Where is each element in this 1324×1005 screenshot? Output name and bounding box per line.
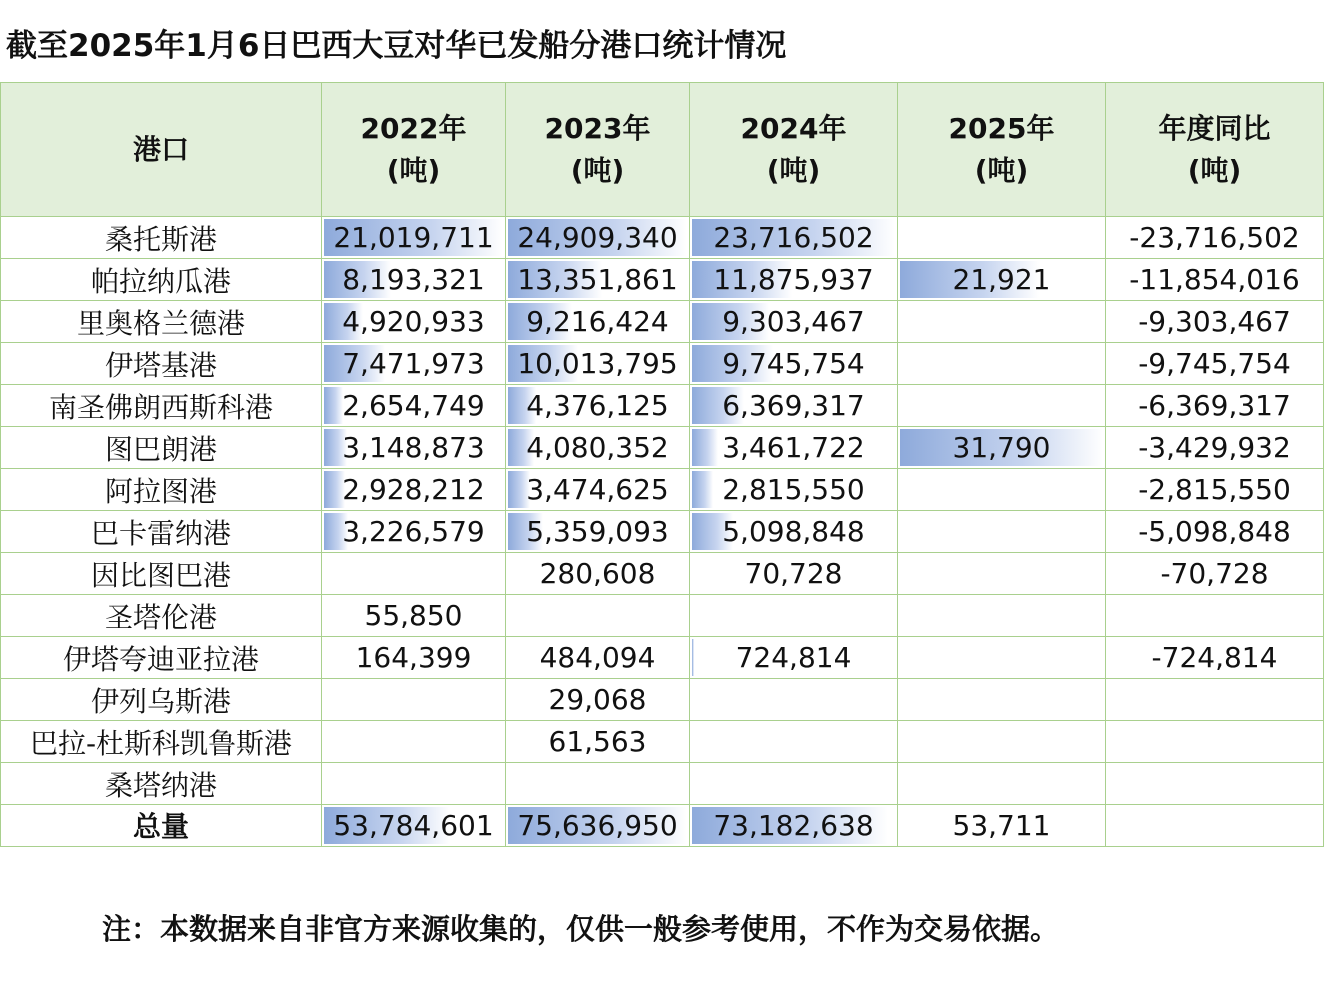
value-cell-yoy (1106, 427, 1324, 469)
value-cell-yoy (1106, 805, 1324, 847)
table-row (1, 385, 1324, 427)
value-cell-y2023 (506, 805, 690, 847)
data-bar (692, 639, 694, 676)
value-cell-y2022 (322, 763, 506, 805)
value-cell-y2025 (898, 217, 1106, 259)
port-name-cell: 南圣佛朗西斯科港 (1, 385, 322, 427)
value-cell-y2023 (506, 469, 690, 511)
value-cell-y2022 (322, 679, 506, 721)
value-cell-y2023 (506, 427, 690, 469)
cell-value: 8,193,321 (342, 263, 485, 296)
cell-value: -3,429,932 (1138, 431, 1291, 464)
port-name-cell: 桑托斯港 (1, 217, 322, 259)
cell-value: 724,814 (735, 641, 852, 674)
value-cell-y2024 (690, 259, 898, 301)
cell-value: 6,369,317 (722, 389, 865, 422)
value-cell-y2024 (690, 763, 898, 805)
cell-value: 7,471,973 (342, 347, 485, 380)
value-cell-yoy (1106, 217, 1324, 259)
table-row (1, 427, 1324, 469)
cell-value: 164,399 (355, 641, 472, 674)
value-cell-y2023 (506, 511, 690, 553)
table-row (1, 721, 1324, 763)
cell-value: 21,921 (952, 263, 1051, 296)
port-name-cell: 伊塔基港 (1, 343, 322, 385)
value-cell-yoy (1106, 469, 1324, 511)
header-port: 港口 (1, 83, 322, 217)
value-cell-y2024 (690, 721, 898, 763)
cell-value: 9,303,467 (722, 305, 865, 338)
port-name-cell: 圣塔伦港 (1, 595, 322, 637)
cell-value: 3,148,873 (342, 431, 485, 464)
table-row (1, 511, 1324, 553)
value-cell-y2023 (506, 301, 690, 343)
table-row (1, 217, 1324, 259)
cell-value: 24,909,340 (517, 221, 678, 254)
value-cell-y2022 (322, 385, 506, 427)
value-cell-y2022 (322, 721, 506, 763)
value-cell-y2025 (898, 805, 1106, 847)
value-cell-y2025 (898, 385, 1106, 427)
value-cell-y2025 (898, 637, 1106, 679)
port-name-cell: 图巴朗港 (1, 427, 322, 469)
port-name-cell: 伊塔夸迪亚拉港 (1, 637, 322, 679)
port-name-cell: 桑塔纳港 (1, 763, 322, 805)
value-cell-yoy (1106, 763, 1324, 805)
table-row (1, 301, 1324, 343)
cell-value: -70,728 (1160, 557, 1269, 590)
value-cell-y2024 (690, 343, 898, 385)
cell-value: 2,654,749 (342, 389, 485, 422)
cell-value: -11,854,016 (1129, 263, 1300, 296)
value-cell-yoy (1106, 259, 1324, 301)
value-cell-y2025 (898, 553, 1106, 595)
value-cell-y2022 (322, 343, 506, 385)
cell-value: 2,928,212 (342, 473, 485, 506)
value-cell-yoy (1106, 679, 1324, 721)
cell-value: 4,080,352 (526, 431, 669, 464)
cell-value: -2,815,550 (1138, 473, 1291, 506)
header-2024: 2024年 (吨) (690, 83, 898, 217)
total-row (1, 805, 1324, 847)
cell-value: 75,636,950 (517, 809, 678, 842)
header-row (1, 83, 1324, 217)
value-cell-y2023 (506, 259, 690, 301)
value-cell-y2022 (322, 595, 506, 637)
value-cell-y2022 (322, 217, 506, 259)
value-cell-y2024 (690, 805, 898, 847)
port-statistics-table (0, 82, 1324, 847)
cell-value: -6,369,317 (1138, 389, 1291, 422)
cell-value: 53,711 (952, 809, 1051, 842)
cell-value: 73,182,638 (713, 809, 874, 842)
value-cell-y2025 (898, 595, 1106, 637)
data-bar (692, 429, 718, 466)
value-cell-y2025 (898, 259, 1106, 301)
table-row (1, 637, 1324, 679)
cell-value: 61,563 (548, 725, 647, 758)
value-cell-yoy (1106, 553, 1324, 595)
table-row (1, 553, 1324, 595)
cell-value: 53,784,601 (333, 809, 494, 842)
cell-value: 3,226,579 (342, 515, 485, 548)
value-cell-y2023 (506, 553, 690, 595)
value-cell-y2024 (690, 553, 898, 595)
port-name-cell: 帕拉纳瓜港 (1, 259, 322, 301)
table-row (1, 679, 1324, 721)
cell-value: 21,019,711 (333, 221, 494, 254)
value-cell-y2023 (506, 637, 690, 679)
cell-value: 9,216,424 (526, 305, 669, 338)
value-cell-y2024 (690, 679, 898, 721)
cell-value: 13,351,861 (517, 263, 678, 296)
value-cell-y2024 (690, 469, 898, 511)
header-2023: 2023年 (吨) (506, 83, 690, 217)
cell-value: 29,068 (548, 683, 647, 716)
value-cell-y2023 (506, 595, 690, 637)
table-row (1, 763, 1324, 805)
value-cell-yoy (1106, 343, 1324, 385)
value-cell-yoy (1106, 595, 1324, 637)
header-yoy: 年度同比 (吨) (1106, 83, 1324, 217)
value-cell-y2023 (506, 343, 690, 385)
cell-value: -724,814 (1151, 641, 1278, 674)
cell-value: 10,013,795 (517, 347, 678, 380)
value-cell-y2023 (506, 217, 690, 259)
cell-value: 5,359,093 (526, 515, 669, 548)
value-cell-y2024 (690, 511, 898, 553)
value-cell-y2022 (322, 469, 506, 511)
value-cell-y2022 (322, 637, 506, 679)
value-cell-y2025 (898, 763, 1106, 805)
disclaimer-note: 注：本数据来自非官方来源收集的，仅供一般参考使用，不作为交易依据。 (102, 912, 1060, 946)
cell-value: 3,474,625 (526, 473, 669, 506)
cell-value: -9,303,467 (1138, 305, 1291, 338)
value-cell-yoy (1106, 637, 1324, 679)
value-cell-y2024 (690, 217, 898, 259)
value-cell-y2023 (506, 721, 690, 763)
value-cell-y2024 (690, 637, 898, 679)
value-cell-yoy (1106, 301, 1324, 343)
value-cell-yoy (1106, 511, 1324, 553)
value-cell-yoy (1106, 721, 1324, 763)
port-name-cell: 里奥格兰德港 (1, 301, 322, 343)
value-cell-y2022 (322, 259, 506, 301)
cell-value: 5,098,848 (722, 515, 865, 548)
value-cell-y2023 (506, 679, 690, 721)
total-label: 总量 (1, 805, 322, 847)
value-cell-y2022 (322, 427, 506, 469)
cell-value: 70,728 (744, 557, 843, 590)
cell-value: 2,815,550 (722, 473, 865, 506)
value-cell-y2024 (690, 595, 898, 637)
header-2025: 2025年 (吨) (898, 83, 1106, 217)
cell-value: -5,098,848 (1138, 515, 1291, 548)
value-cell-y2025 (898, 427, 1106, 469)
port-name-cell: 巴拉-杜斯科凯鲁斯港 (1, 721, 322, 763)
table-row (1, 259, 1324, 301)
value-cell-y2025 (898, 301, 1106, 343)
table-row (1, 343, 1324, 385)
cell-value: 4,920,933 (342, 305, 485, 338)
cell-value: 55,850 (364, 599, 463, 632)
table-header (1, 83, 1324, 217)
value-cell-y2025 (898, 679, 1106, 721)
port-name-cell: 伊列乌斯港 (1, 679, 322, 721)
data-bar (324, 387, 343, 424)
value-cell-y2024 (690, 385, 898, 427)
cell-value: 9,745,754 (722, 347, 865, 380)
value-cell-y2023 (506, 763, 690, 805)
value-cell-y2023 (506, 385, 690, 427)
header-2022: 2022年 (吨) (322, 83, 506, 217)
cell-value: 31,790 (952, 431, 1051, 464)
cell-value: 280,608 (539, 557, 656, 590)
value-cell-y2022 (322, 805, 506, 847)
value-cell-y2025 (898, 511, 1106, 553)
data-bar (692, 471, 713, 508)
value-cell-yoy (1106, 385, 1324, 427)
value-cell-y2025 (898, 469, 1106, 511)
cell-value: 484,094 (539, 641, 656, 674)
value-cell-y2022 (322, 301, 506, 343)
cell-value: 4,376,125 (526, 389, 669, 422)
table-row (1, 469, 1324, 511)
port-name-cell: 巴卡雷纳港 (1, 511, 322, 553)
page-title: 截至2025年1月6日巴西大豆对华已发船分港口统计情况 (6, 28, 787, 64)
cell-value: 3,461,722 (722, 431, 865, 464)
value-cell-y2022 (322, 553, 506, 595)
value-cell-y2025 (898, 343, 1106, 385)
value-cell-y2025 (898, 721, 1106, 763)
value-cell-y2022 (322, 511, 506, 553)
value-cell-y2024 (690, 301, 898, 343)
cell-value: -9,745,754 (1138, 347, 1291, 380)
port-name-cell: 因比图巴港 (1, 553, 322, 595)
port-name-cell: 阿拉图港 (1, 469, 322, 511)
value-cell-y2024 (690, 427, 898, 469)
cell-value: -23,716,502 (1129, 221, 1300, 254)
cell-value: 11,875,937 (713, 263, 874, 296)
table-body (1, 217, 1324, 847)
table-row (1, 595, 1324, 637)
cell-value: 23,716,502 (713, 221, 874, 254)
